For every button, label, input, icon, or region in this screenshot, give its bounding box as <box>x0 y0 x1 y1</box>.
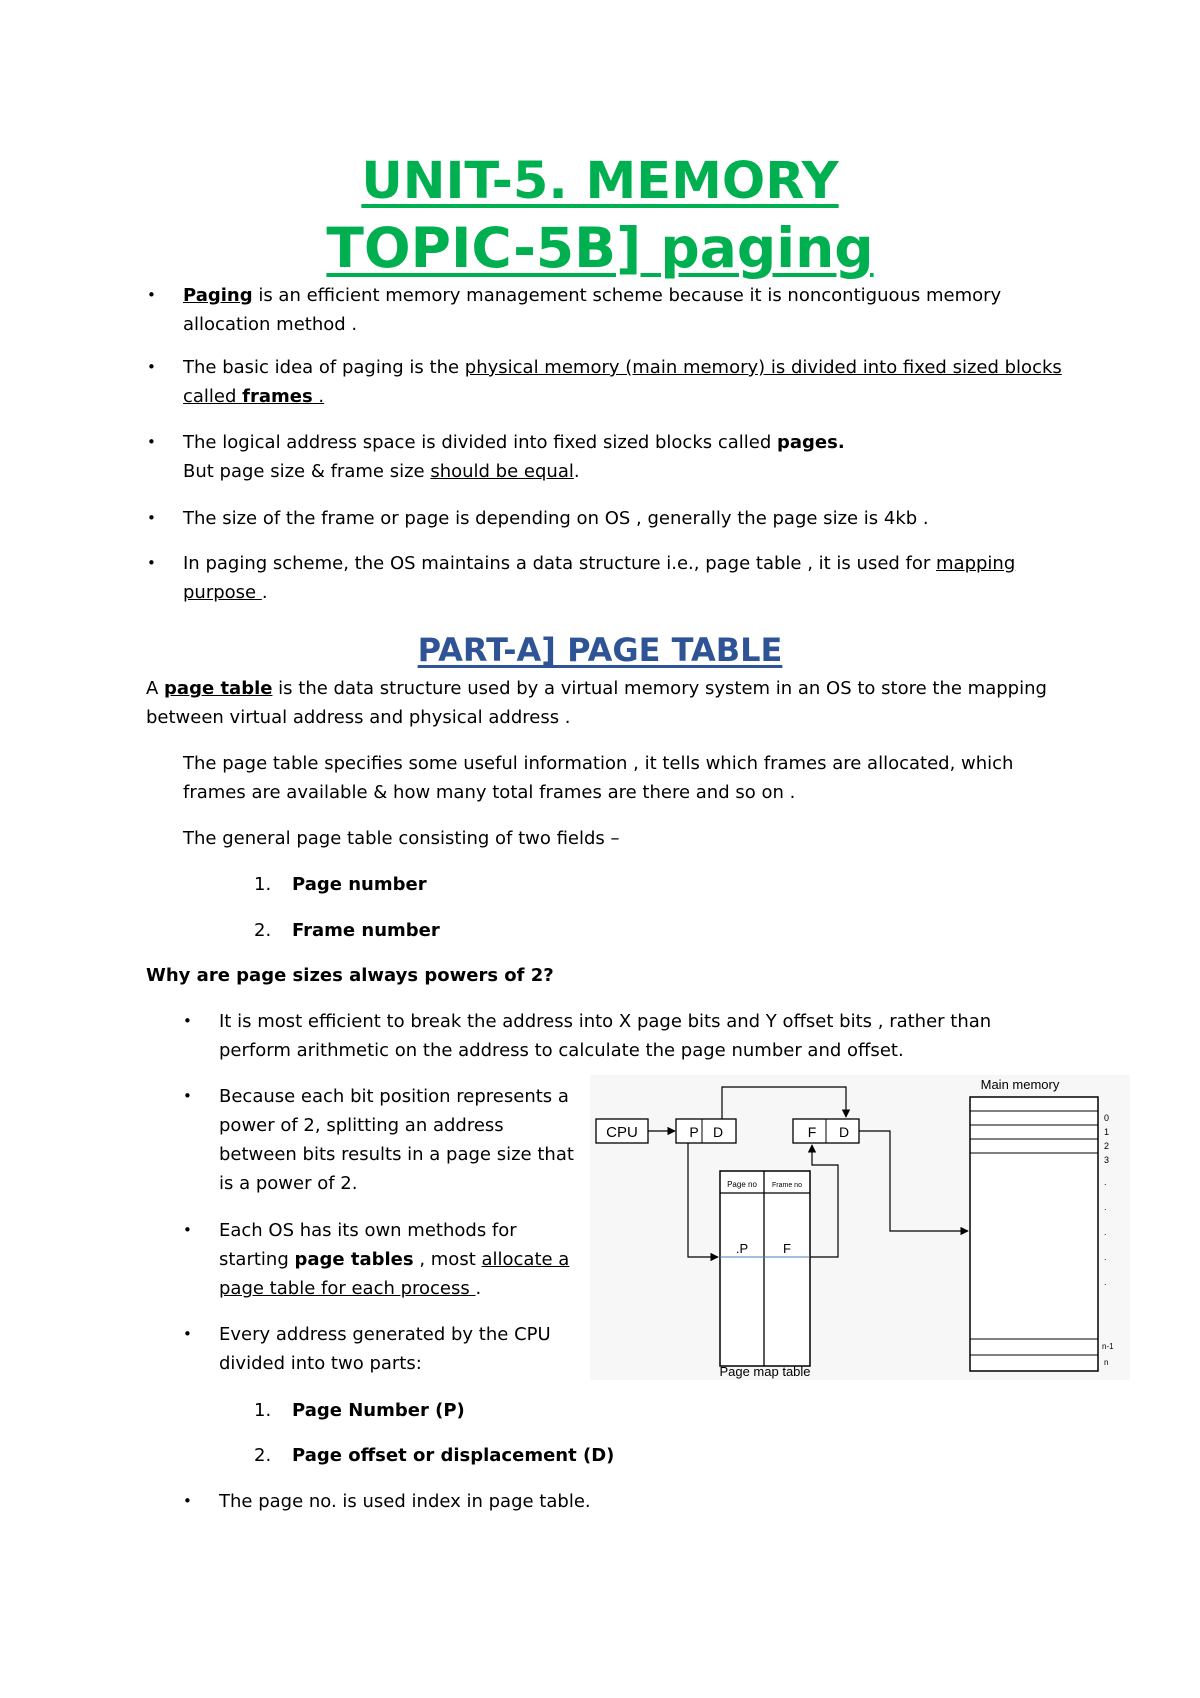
bullet-underlined-text-line2: purpose <box>183 582 262 603</box>
part-page-number <box>254 1396 465 1425</box>
bullet-os-methods <box>183 1216 599 1303</box>
bullet-underlined-text: allocate a <box>481 1249 570 1270</box>
term-paging: Paging <box>183 285 253 306</box>
topic-title: TOPIC-5B] paging <box>326 216 874 280</box>
bullet-text-line2: divided into two parts: <box>219 1353 422 1374</box>
bullet-text-end: . <box>475 1278 482 1299</box>
bullet-bit-position <box>183 1082 599 1198</box>
part-page-offset <box>254 1441 615 1470</box>
main-memory-label: Main memory <box>980 1077 1060 1092</box>
bullet-text-line4: is a power of 2. <box>219 1173 358 1194</box>
list-number: 1. <box>254 1400 272 1421</box>
bullet-underlined-text: mapping <box>936 553 1016 574</box>
list-label: Page Number (P) <box>292 1400 465 1421</box>
frame-no-column-label: Frame no <box>772 1182 802 1189</box>
info-text: The page table specifies some useful information , it tells which frames are allocated, which <box>183 753 1014 774</box>
mem-index: . <box>1104 1177 1107 1187</box>
bullet-text: In paging scheme, the OS maintains a data structure i.e., page table , it is used for <box>183 553 937 574</box>
page-table-definition <box>146 674 1106 732</box>
main-memory-block <box>970 1097 1098 1371</box>
bullet-text: It is most efficient to break the address into X page bits and Y offset bits , rather than <box>219 1011 992 1032</box>
bullet-icon: • <box>147 433 156 451</box>
bullet-icon: • <box>183 1012 192 1030</box>
bullet-text: Every address generated by the CPU <box>219 1324 551 1345</box>
page-p-label: P <box>689 1124 699 1140</box>
bullet-icon: • <box>183 1492 192 1510</box>
bullet-text-end: . <box>312 386 325 407</box>
bullet-page-index <box>183 1487 1099 1516</box>
page-map-table <box>720 1171 810 1366</box>
term-page-table: page table <box>164 678 273 699</box>
list-number: 2. <box>254 920 272 941</box>
mem-index: n-1 <box>1102 1342 1114 1351</box>
list-label: Page number <box>292 874 427 895</box>
cpu-label: CPU <box>606 1124 638 1141</box>
logical-address-box <box>676 1119 736 1143</box>
bullet-text-line2: starting <box>219 1249 295 1270</box>
term-pages: pages. <box>777 432 845 453</box>
bullet-text-line2: But page size & frame size <box>183 461 431 482</box>
offset-d2-label: D <box>838 1124 850 1140</box>
info-text-line2: frames are available & how many total frames are there and so on . <box>183 782 796 803</box>
bullet-frames <box>147 353 1083 411</box>
bullet-icon: • <box>147 286 156 304</box>
bullet-icon: • <box>147 358 156 376</box>
bullet-text-line2: power of 2, splitting an address <box>219 1115 504 1136</box>
mem-index: 0 <box>1104 1113 1110 1123</box>
bullet-cpu-address <box>183 1320 599 1378</box>
definition-prefix: A <box>146 678 165 699</box>
bullet-text-line2: allocation method . <box>183 314 358 335</box>
page-no-column-label: Page no <box>727 1180 757 1189</box>
bullet-underlined-text: physical memory (main memory) is divided into fixed sized blocks <box>464 357 1062 378</box>
bullet-text: Because each bit position represents a <box>219 1086 569 1107</box>
unit-title: UNIT-5. MEMORY <box>361 152 839 211</box>
page-map-table-caption: Page map table <box>719 1364 811 1379</box>
frame-f-label: F <box>807 1124 817 1140</box>
bullet-pages <box>147 428 1083 486</box>
bullet-icon: • <box>183 1221 192 1239</box>
offset-d-label: D <box>712 1124 724 1140</box>
mem-index: 3 <box>1104 1155 1110 1165</box>
bullet-text: The page no. is used index in page table. <box>219 1491 591 1512</box>
bullet-icon: • <box>147 554 156 572</box>
mem-index: . <box>1104 1227 1107 1237</box>
list-number: 2. <box>254 1445 272 1466</box>
bullet-page-table-mapping <box>147 549 1083 607</box>
mem-index: . <box>1104 1277 1107 1287</box>
mem-index: n <box>1104 1358 1109 1367</box>
question-heading: Why are page sizes always powers of 2? <box>146 965 554 986</box>
bullet-underlined-text: should be equal <box>430 461 574 482</box>
bullet-paging-definition <box>147 281 1083 339</box>
definition-text-line2: between virtual address and physical address . <box>146 707 571 728</box>
list-label: Page offset or displacement (D) <box>292 1445 615 1466</box>
definition-text: is the data structure used by a virtual memory system in an OS to store the mapping <box>272 678 1047 699</box>
bullet-text-line3: between bits results in a page size that <box>219 1144 574 1165</box>
mem-index: . <box>1104 1202 1107 1212</box>
entry-p-label: .P <box>735 1241 749 1256</box>
bullet-text: The logical address space is divided into fixed sized blocks called <box>183 432 777 453</box>
term-page-tables: page tables <box>294 1249 414 1270</box>
bullet-text-end: . <box>261 582 268 603</box>
bullet-text-line2: called <box>183 386 243 407</box>
bullet-icon: • <box>183 1087 192 1105</box>
field-page-number <box>254 870 427 899</box>
paging-diagram <box>590 1075 1130 1380</box>
list-number: 1. <box>254 874 272 895</box>
fields-intro: The general page table consisting of two fields – <box>183 828 620 849</box>
entry-f-label: F <box>783 1241 791 1256</box>
bullet-text-end: . <box>573 461 580 482</box>
bullet-icon: • <box>183 1325 192 1343</box>
term-frames: frames <box>242 386 313 407</box>
bullet-text: The size of the frame or page is depending on OS , generally the page size is 4kb . <box>183 508 929 529</box>
bullet-icon: • <box>147 509 156 527</box>
field-frame-number <box>254 916 440 945</box>
bullet-page-size <box>147 504 1083 533</box>
mem-index: 2 <box>1104 1141 1110 1151</box>
mem-index: . <box>1104 1252 1107 1262</box>
list-label: Frame number <box>292 920 440 941</box>
mem-index: 1 <box>1104 1127 1110 1137</box>
bullet-efficient-break <box>183 1007 1099 1065</box>
page-table-info <box>183 749 1103 807</box>
bullet-text: Each OS has its own methods for <box>219 1220 517 1241</box>
bullet-text-mid: , most <box>413 1249 482 1270</box>
bullet-text: is an efficient memory management scheme because it is noncontiguous memory <box>252 285 1002 306</box>
bullet-underlined-text-line3: page table for each process <box>219 1278 476 1299</box>
bullet-text: The basic idea of paging is the <box>183 357 465 378</box>
bullet-text-line2: perform arithmetic on the address to calculate the page number and offset. <box>219 1040 904 1061</box>
part-a-heading: PART-A] PAGE TABLE <box>417 631 783 669</box>
